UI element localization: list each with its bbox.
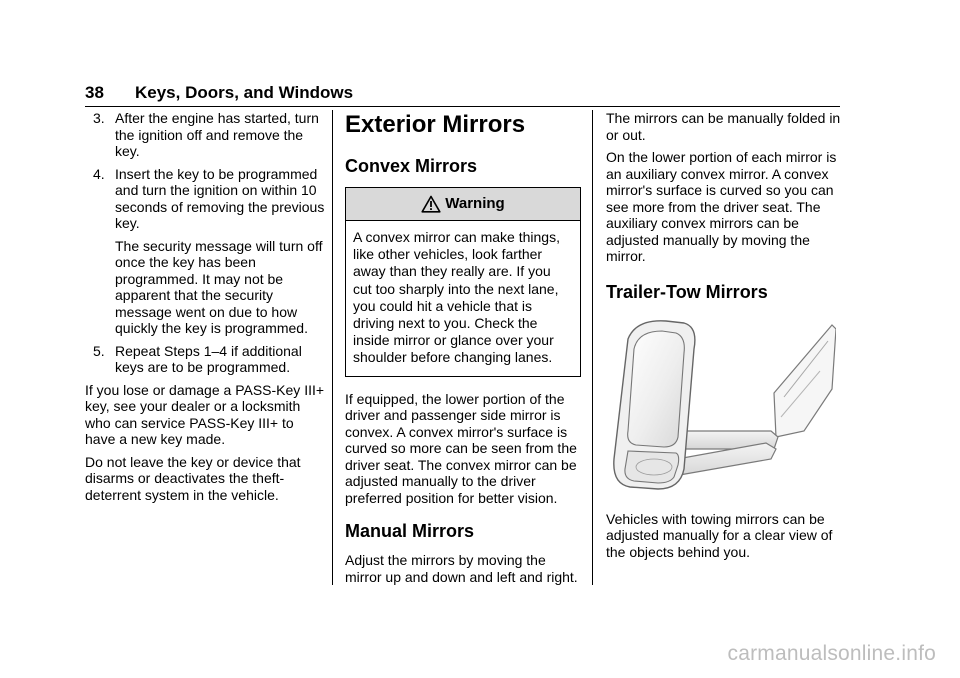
heading-manual-mirrors: Manual Mirrors	[345, 521, 475, 542]
watermark: carmanualsonline.info	[727, 642, 936, 665]
warning-triangle-icon	[421, 195, 441, 213]
column-divider	[592, 110, 593, 585]
theft-deterrent-paragraph: Do not leave the key or device that disarms or deactivates the theft-deterrent system in the vehicle.	[85, 453, 301, 503]
step-text: Repeat Steps 1–4 if additional keys are to be programmed.	[115, 342, 302, 375]
column-left	[85, 110, 325, 509]
column-middle	[345, 110, 581, 591]
heading-convex-mirrors: Convex Mirrors	[345, 156, 478, 176]
column-right	[606, 110, 842, 566]
folding-paragraph: The mirrors can be manually folded in or out.	[606, 110, 841, 143]
lost-key-paragraph: If you lose or damage a PASS-Key III+ key, see your dealer or a locksmith who can service PASS-Key III+ to have a new key made.	[85, 381, 325, 447]
step-number: 5.	[93, 342, 105, 359]
warning-text: A convex mirror can make things, like other vehicles, look farther away than they really are. If you cut too sharply into the next lane, you could hit a vehicle that is driving next to you. Check the inside mirror or glance over your shoulder before changing lanes.	[353, 229, 560, 366]
convex-paragraph: If equipped, the lower portion of the driver and passenger side mirror is convex. A convex mirror's surface is curved so more can be seen from the driver seat. The convex mirror can be adjusted manually to the driver preferred position for better vision.	[345, 390, 577, 506]
heading-exterior-mirrors: Exterior Mirrors	[345, 111, 526, 138]
warning-title: Warning	[445, 194, 505, 212]
warning-box	[345, 187, 581, 377]
step-number: 3.	[93, 110, 105, 126]
step-text: Insert the key to be programmed and turn the ignition on within 10 seconds of removing the previous key.	[115, 165, 325, 231]
heading-trailer-tow-mirrors: Trailer-Tow Mirrors	[606, 281, 768, 302]
manual-paragraph: Adjust the mirrors by moving the mirror up and down and left and right.	[345, 552, 578, 585]
trailer-tow-mirror-illustration	[606, 319, 836, 491]
page-header	[85, 80, 840, 107]
step-4	[85, 166, 325, 337]
auxiliary-paragraph: On the lower portion of each mirror is an auxiliary convex mirror. A convex mirror's surface is curved so you can see more from the driver seat. The auxiliary convex mirrors can be adjusted manually by moving the mirror.	[606, 149, 837, 264]
step-number: 4.	[93, 165, 105, 182]
step-subtext: The security message will turn off once the key has been programmed. It may not be apparent that the security message went on due to how quickly the key is programmed.	[115, 237, 323, 336]
page-number: 38	[85, 83, 104, 102]
step-5	[85, 343, 325, 376]
step-3	[85, 110, 325, 160]
column-divider	[332, 110, 333, 585]
towing-paragraph: Vehicles with towing mirrors can be adjusted manually for a clear view of the objects behind you.	[606, 510, 833, 560]
section-title: Keys, Doors, and Windows	[135, 83, 354, 102]
step-text: After the engine has started, turn the ignition off and remove the key.	[115, 110, 319, 159]
warning-header	[346, 188, 580, 221]
